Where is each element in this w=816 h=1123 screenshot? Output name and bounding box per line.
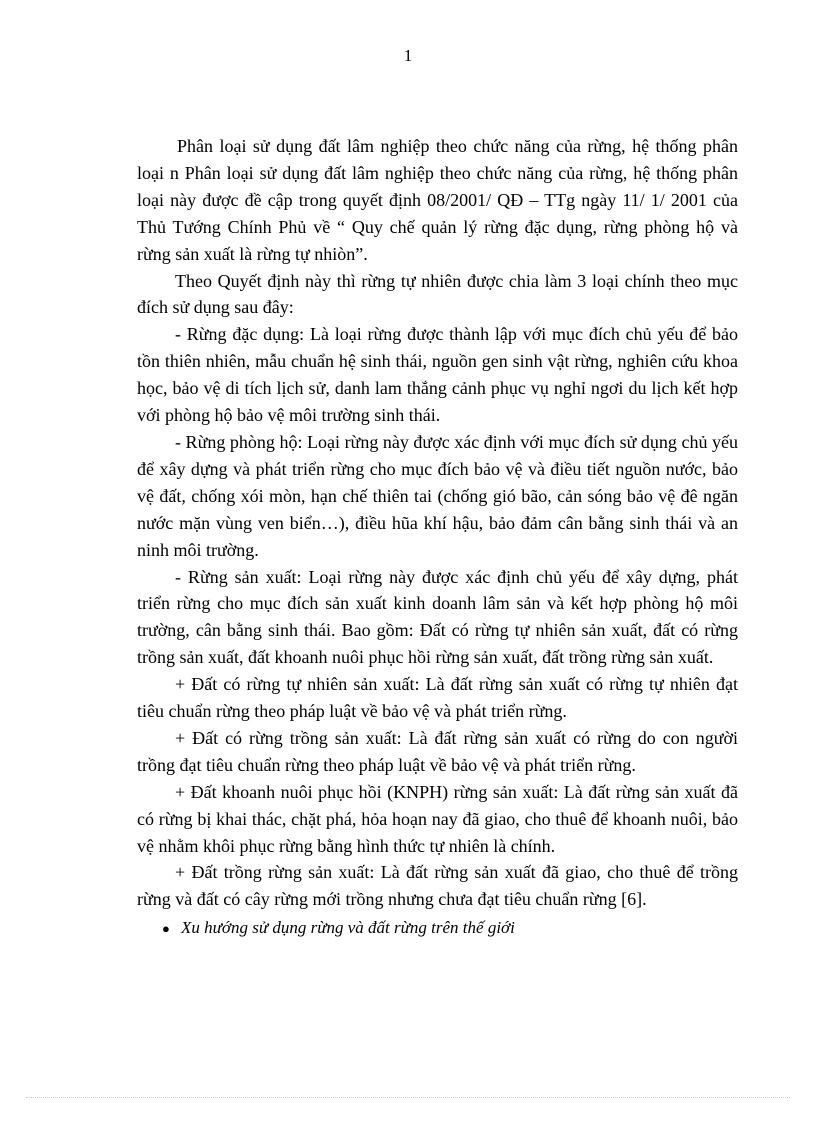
- paragraph: - Rừng sản xuất: Loại rừng này được xác định chủ yếu để xây dựng, phát triển rừng cho mục đích sản xuất kinh doanh lâm sản và kết hợp phòng hộ môi trường, cân bằng sinh thái. Bao gồm: Đất có rừng tự nhiên sản xuất, đất có rừng trồng sản xuất, đất khoanh nuôi phục hồi rừng sản xuất, đất trồng rừng sản xuất.: [137, 566, 738, 668]
- paragraph: + Đất có rừng tự nhiên sản xuất: Là đất rừng sản xuất có rừng tự nhiên đạt tiêu chuẩn rừng theo pháp luật về bảo vệ và phát triển rừng.: [137, 674, 738, 722]
- bullet-dot-icon: ●: [162, 921, 170, 937]
- footer-divider: [26, 1097, 790, 1098]
- paragraph: - Rừng phòng hộ: Loại rừng này được xác định với mục đích sử dụng chủ yếu để xây dựng và phát triển rừng cho mục đích bảo vệ và điều tiết nguồn nước, bảo vệ đất, chống xói mòn, hạn chế thiên tai (chống gió bão, cản sóng bảo vệ đê ngăn nước mặn vùng ven biển…), điều hũa khí hậu, bảo đảm cân bằng sinh thái và an ninh môi trường.: [137, 431, 738, 560]
- document-body: [137, 133, 738, 943]
- paragraph: Phân loại sử dụng đất lâm nghiệp theo chức năng của rừng, hệ thống phân loại n Phân loại sử dụng đất lâm nghiệp theo chức năng của rừng, hệ thống phân loại này được đề cập trong quyết định 08/2001/ QĐ – TTg ngày 11/ 1/ 2001 của Thủ Tướng Chính Phủ về “ Quy chế quản lý rừng đặc dụng, rừng phòng hộ và rừng sản xuất là rừng tự nhiòn”.: [137, 136, 738, 264]
- paragraph: + Đất trồng rừng sản xuất: Là đất rừng sản xuất đã giao, cho thuê để trồng rừng và đất có cây rừng mới trồng nhưng chưa đạt tiêu chuẩn rừng [6].: [137, 862, 738, 910]
- paragraph: + Đất có rừng trồng sản xuất: Là đất rừng sản xuất có rừng do con người trồng đạt tiêu chuẩn rừng theo pháp luật về bảo vệ và phát triển rừng.: [137, 727, 738, 775]
- page-number: 1: [403, 46, 413, 65]
- paragraph: - Rừng đặc dụng: Là loại rừng được thành lập với mục đích chủ yếu để bảo tồn thiên nhiên, mẫu chuẩn hệ sinh thái, nguồn gen sinh vật rừng, nghiên cứu khoa học, bảo vệ di tích lịch sử, danh lam thắng cảnh phục vụ nghỉ ngơi du lịch kết hợp với phòng hộ bảo vệ môi trường sinh thái.: [137, 324, 738, 426]
- bullet-heading-text: Xu hướng sử dụng rừng và đất rừng trên thế giới: [181, 918, 515, 938]
- paragraph: Theo Quyết định này thì rừng tự nhiên được chia làm 3 loại chính theo mục đích sử dụng sau đây:: [137, 270, 738, 318]
- paragraph: + Đất khoanh nuôi phục hồi (KNPH) rừng sản xuất: Là đất rừng sản xuất đã có rừng bị khai thác, chặt phá, hỏa hoạn nay đã giao, cho thuê để khoanh nuôi, bảo vệ nhằm khôi phục rừng bằng hình thức tự nhiên là chính.: [137, 781, 738, 856]
- bullet-heading: [137, 915, 738, 943]
